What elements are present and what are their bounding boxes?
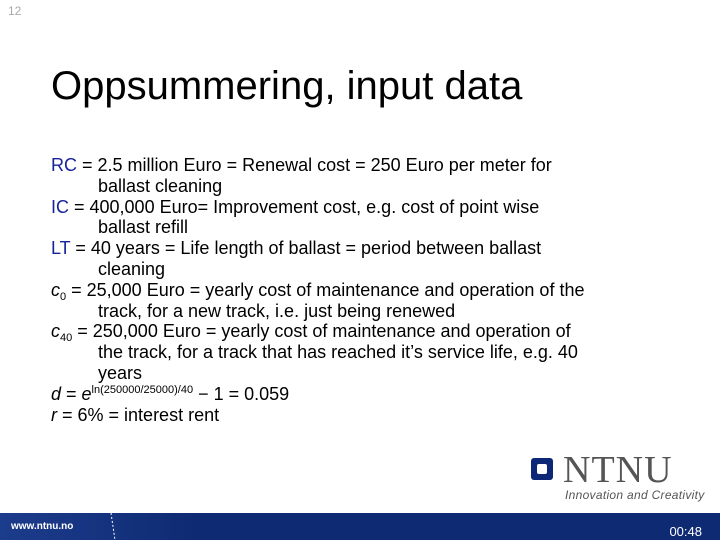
c40-variable: c	[51, 321, 60, 342]
footer-url: www.ntnu.no	[11, 521, 74, 532]
c0-text: = 25,000 Euro = yearly cost of maintenance and operation of the	[66, 279, 585, 300]
ntnu-logo-square-icon	[531, 458, 553, 480]
rc-text-continued: ballast cleaning	[98, 175, 223, 196]
footer-time: 00:48	[669, 524, 702, 539]
slide-number: 12	[8, 4, 22, 18]
d-equals: =	[61, 383, 82, 404]
c0-text-continued: track, for a new track, i.e. just being renewed	[98, 300, 456, 321]
c0-subscript: 0	[60, 290, 67, 303]
ic-line	[51, 197, 661, 239]
r-text: = 6% = interest rent	[57, 404, 220, 425]
c40-text: = 250,000 Euro = yearly cost of maintenance and operation of	[72, 321, 571, 342]
d-exp-base: e	[81, 383, 92, 404]
c40-line	[51, 321, 661, 383]
c40-subscript: 40	[60, 332, 73, 345]
footer-divider-icon	[110, 513, 116, 540]
lt-line	[51, 238, 661, 280]
d-result: − 1 = 0.059	[193, 383, 290, 404]
ic-text-continued: ballast refill	[98, 217, 189, 238]
footer-bar	[0, 513, 720, 540]
ntnu-wordmark: NTNU	[563, 449, 673, 491]
ntnu-logo	[528, 449, 710, 502]
slide-title: Oppsummering, input data	[51, 64, 523, 108]
c40-text-continued-2: years	[98, 362, 143, 383]
c40-text-continued: the track, for a track that has reached it’s service life, e.g. 40	[98, 342, 578, 363]
r-line	[51, 405, 661, 426]
rc-text: = 2.5 million Euro = Renewal cost = 250 Euro per meter for	[77, 155, 552, 175]
d-exponent: ln(250000/25000)/40	[91, 383, 194, 396]
lt-text-continued: cleaning	[98, 258, 166, 279]
lt-text: = 40 years = Life length of ballast = period between ballast	[70, 238, 542, 259]
lt-label: LT	[51, 238, 71, 259]
c0-variable: c	[51, 279, 60, 300]
r-variable: r	[51, 404, 57, 425]
input-data-list	[51, 155, 661, 425]
ic-label: IC	[51, 196, 69, 217]
d-line	[51, 384, 661, 405]
d-variable: d	[51, 383, 62, 404]
c0-line	[51, 280, 661, 322]
rc-line	[51, 155, 661, 197]
ntnu-tagline: Innovation and Creativity	[565, 488, 705, 502]
rc-label: RC	[51, 155, 77, 175]
ic-text: = 400,000 Euro= Improvement cost, e.g. cost of point wise	[69, 196, 540, 217]
